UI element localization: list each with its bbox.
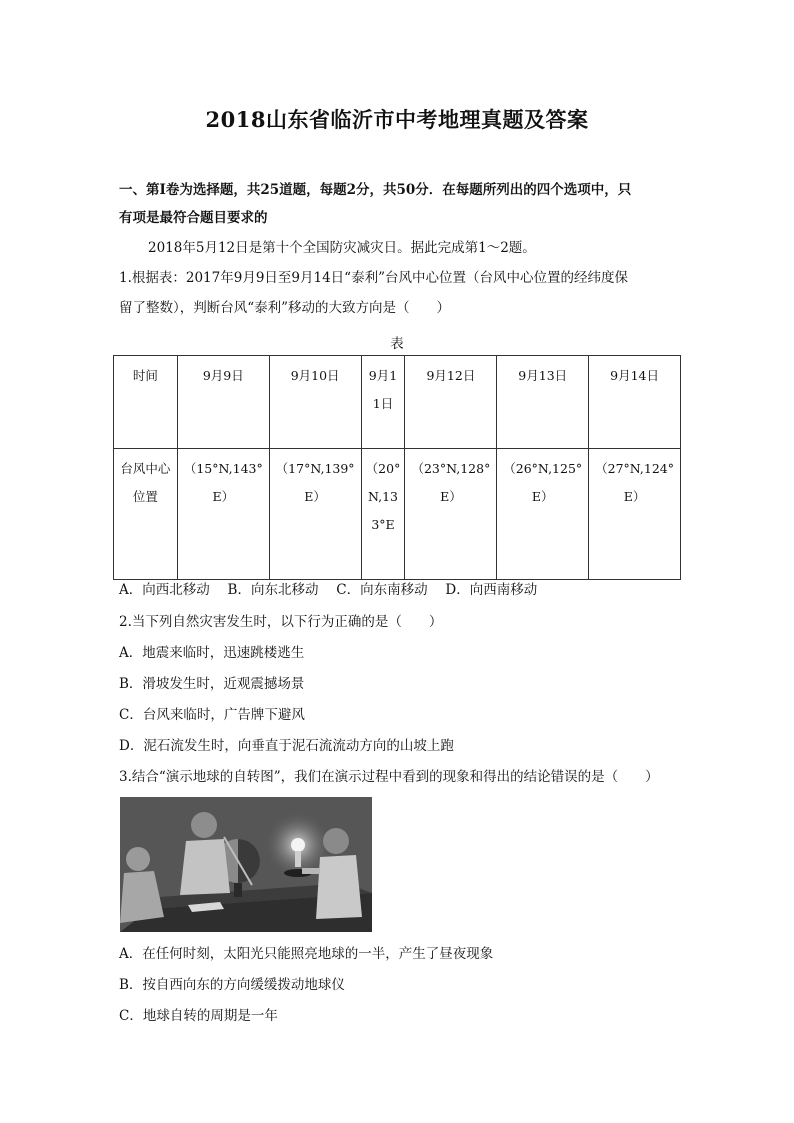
table-cell-date: 9月14日 [589,356,681,449]
table-cell-position: （17°N,139°E） [269,449,361,580]
question-2-option-b: B．滑坡发生时，近观震撼场景 [119,676,305,692]
table-cell-position: （26°N,125°E） [497,449,589,580]
table-position-row [114,449,681,580]
earth-rotation-illustration [120,797,372,932]
table-cell-date: 9月9日 [177,356,269,449]
question-2-option-c: C．台风来临时，广告牌下避风 [119,707,305,723]
question-1-stem-line1: 1.根据表：2017年9月9日至9月14日“泰利”台风中心位置（台风中心位置的经纬度保 [119,270,628,286]
page-title: 2018山东省临沂市中考地理真题及答案 [205,107,589,132]
table-cell-time-label: 时间 [114,356,178,449]
table-cell-date: 9月10日 [269,356,361,449]
section-instruction-line2: 有项是最符合题目要求的 [119,210,268,226]
table-cell-position: （23°N,128°E） [405,449,497,580]
table-cell-date: 9月13日 [497,356,589,449]
question-3-option-b: B．按自西向东的方向缓缓拨动地球仪 [119,977,345,993]
question-3-option-a: A．在任何时刻，太阳光只能照亮地球的一半，产生了昼夜现象 [119,946,494,962]
earth-rotation-demo-photo [120,797,372,932]
question-3-option-c: C．地球自转的周期是一年 [119,1008,278,1024]
table-cell-position: （15°N,143°E） [177,449,269,580]
question-3-stem: 3.结合“演示地球的自转图”，我们在演示过程中看到的现象和得出的结论错误的是（ ） [119,769,659,785]
intro-text: 2018年5月12日是第十个全国防灾减灾日。据此完成第1～2题。 [148,240,536,256]
table-cell-date: 9月12日 [405,356,497,449]
table-cell-position-label: 台风中心位置 [114,449,178,580]
question-2-option-d: D．泥石流发生时，向垂直于泥石流流动方向的山坡上跑 [119,738,454,754]
table-header-row [114,356,681,449]
table-cell-date: 9月11日 [361,356,405,449]
typhoon-position-table [113,355,681,580]
section-instruction-line1: 一、第Ⅰ卷为选择题，共25道题，每题2分，共50分．在每题所列出的四个选项中，只 [119,182,632,198]
question-2-option-a: A．地震来临时，迅速跳楼逃生 [119,645,305,661]
question-1-options: A．向西北移动 B．向东北移动 C．向东南移动 D．向西南移动 [119,582,538,598]
table-cell-position: （27°N,124°E） [589,449,681,580]
question-1-stem-line2: 留了整数），判断台风“泰利”移动的大致方向是（ ） [119,300,451,316]
table-cell-position: （20°N,133°E [361,449,405,580]
question-2-stem: 2.当下列自然灾害发生时，以下行为正确的是（ ） [119,614,443,630]
table-caption: 表 [390,336,404,352]
